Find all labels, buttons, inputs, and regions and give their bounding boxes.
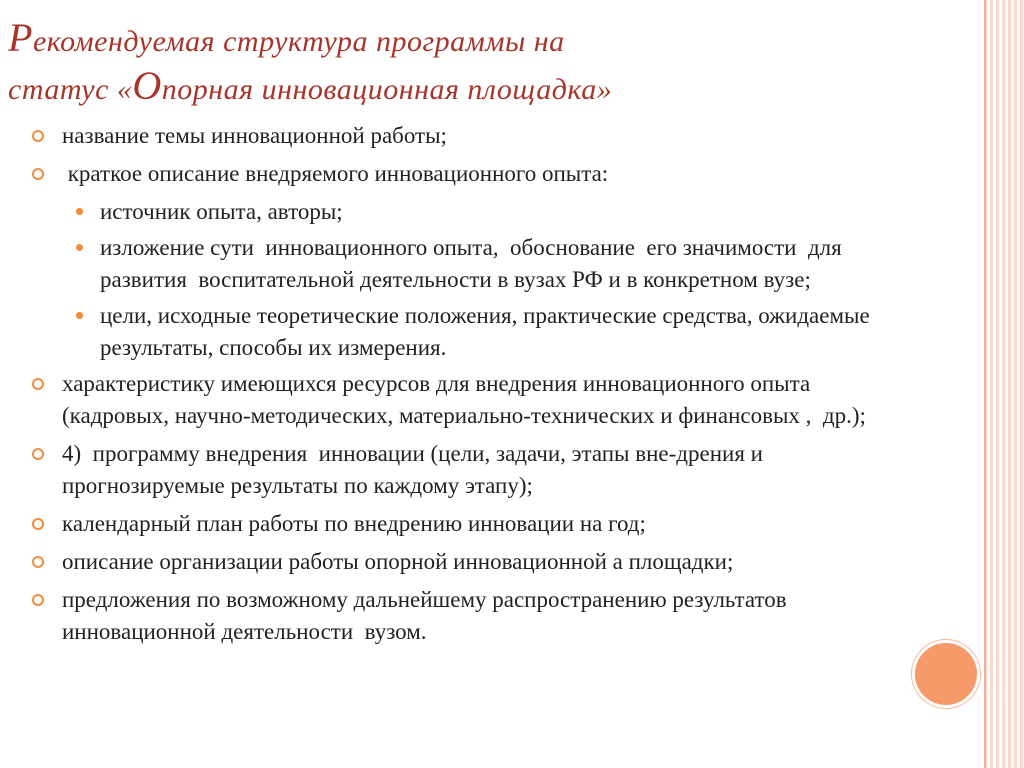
bullet-list	[32, 120, 912, 654]
ring-bullet-icon	[32, 518, 44, 530]
sub-list-item	[32, 232, 912, 296]
list-item-text: название темы инновационной работы;	[62, 123, 447, 148]
sub-list-item	[32, 300, 912, 364]
title-line1-rest: екомендуемая структура программы на	[32, 25, 565, 58]
decorative-circle	[912, 640, 980, 708]
sub-list-item-text: источник опыта, авторы;	[100, 199, 343, 224]
list-item-text: предложения по возможному дальнейшему распространению результатов инновационной деятельности вузом.	[62, 587, 793, 644]
dot-bullet-icon	[76, 312, 83, 319]
ring-bullet-icon	[32, 594, 44, 606]
ring-bullet-icon	[32, 378, 44, 390]
dot-bullet-icon	[76, 208, 83, 215]
title-line2-rest: порная инновационная площадка»	[161, 73, 613, 106]
list-item	[32, 546, 912, 578]
ring-bullet-icon	[32, 130, 44, 142]
list-item	[32, 158, 912, 190]
list-item	[32, 438, 912, 502]
sub-list-item-text: изложение сути инновационного опыта, обоснование его значимости для развития воспитательной деятельности в вузах РФ и в конкретном вузе;	[100, 235, 854, 292]
ring-bullet-icon	[32, 556, 44, 568]
list-item	[32, 508, 912, 540]
slide-title	[8, 16, 958, 112]
ring-bullet-icon	[32, 448, 44, 460]
list-item-text: характеристику имеющихся ресурсов для внедрения инновационного опыта (кадровых, научно-методических, материально-технических и финансовых , др.);	[62, 371, 866, 428]
list-item-text: 4) программу внедрения инновации (цели, задачи, этапы вне-дрения и прогнозируемые результаты по каждому этапу);	[62, 441, 769, 498]
sub-list-item	[32, 196, 912, 228]
ring-bullet-icon	[32, 168, 44, 180]
title-line1-cap: Р	[8, 15, 33, 60]
decorative-stripes	[984, 0, 1024, 768]
dot-bullet-icon	[76, 244, 83, 251]
title-line2-prefix: статус «	[8, 73, 133, 106]
list-item-text: календарный план работы по внедрению инновации на год;	[62, 511, 646, 536]
list-item	[32, 584, 912, 648]
list-item	[32, 120, 912, 152]
list-item	[32, 368, 912, 432]
title-line2-cap: О	[132, 63, 162, 108]
sub-list-item-text: цели, исходные теоретические положения, практические средства, ожидаемые результаты, способы их измерения.	[100, 303, 870, 360]
list-item-text: краткое описание внедряемого инновационного опыта:	[62, 161, 609, 186]
list-item-text: описание организации работы опорной инновационной а площадки;	[62, 549, 734, 574]
